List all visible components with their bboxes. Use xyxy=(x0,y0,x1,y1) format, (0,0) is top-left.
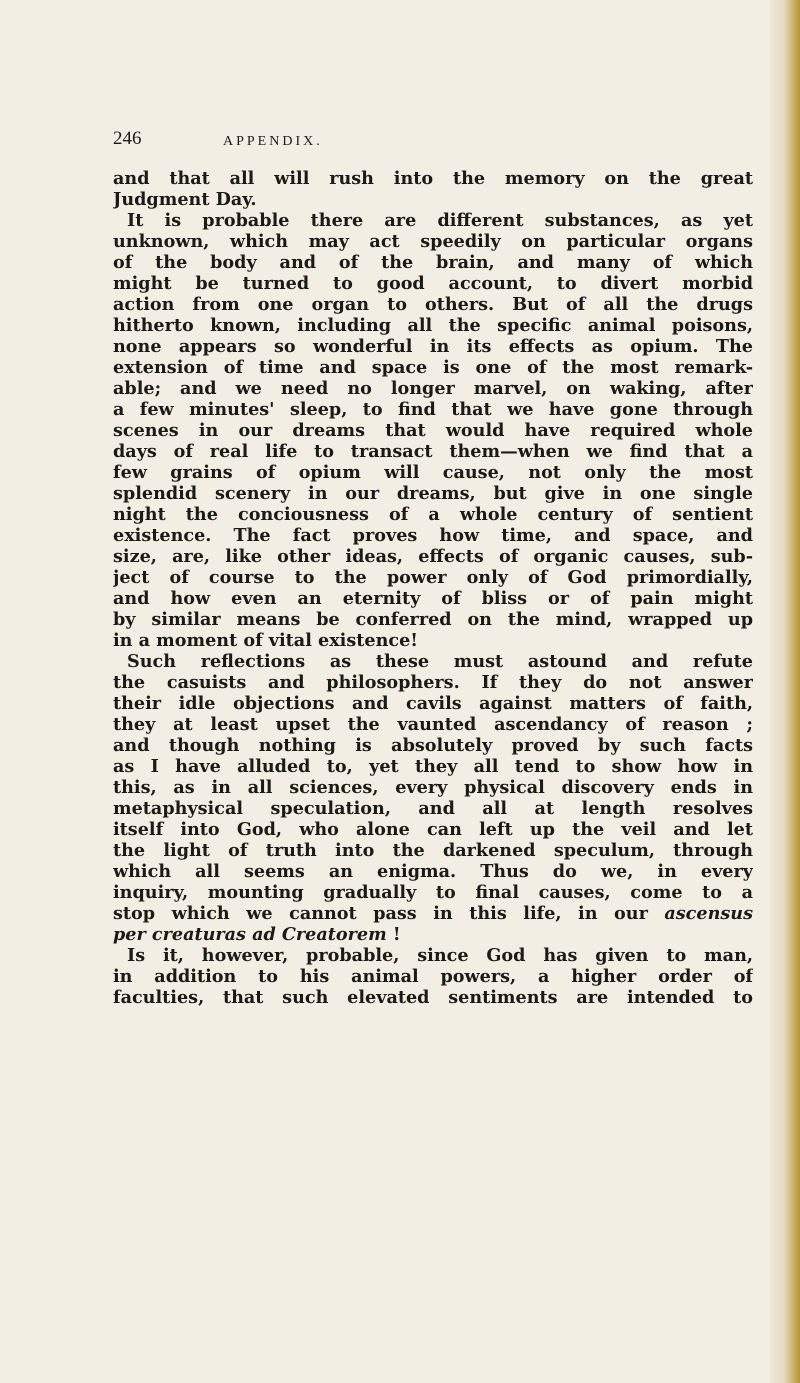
text-line xyxy=(113,630,753,651)
text-line xyxy=(113,231,753,252)
text-line xyxy=(113,735,753,756)
text-line-content: as I have alluded to, yet they all tend to show how in xyxy=(113,756,753,777)
text-line-content: Such reflections as these must astound and refute xyxy=(127,651,753,672)
text-line xyxy=(113,189,753,210)
text-line-content: might be turned to good account, to divert morbid xyxy=(113,273,753,294)
text-line-content: able; and we need no longer marvel, on waking, after xyxy=(113,378,753,399)
text-line-content: in addition to his animal powers, a higher order of xyxy=(113,966,753,987)
text-line-content: in a moment of vital existence! xyxy=(113,630,419,651)
text-line xyxy=(113,840,753,861)
text-line xyxy=(113,210,753,231)
text-line-content: by similar means be conferred on the mind, wrapped up xyxy=(113,609,753,630)
text-line xyxy=(113,546,753,567)
text-line xyxy=(113,273,753,294)
text-line-content: action from one organ to others. But of all the drugs xyxy=(113,294,753,315)
text-line-content: unknown, which may act speedily on particular organs xyxy=(113,231,753,252)
body-text xyxy=(113,168,753,1008)
text-line xyxy=(113,294,753,315)
text-line xyxy=(113,693,753,714)
text-line xyxy=(113,861,753,882)
text-line-content: of the body and of the brain, and many of which xyxy=(113,252,753,273)
text-line-content: this, as in all sciences, every physical discovery ends in xyxy=(113,777,753,798)
text-line-content: metaphysical speculation, and all at length resolves xyxy=(113,798,753,819)
text-line xyxy=(113,504,753,525)
running-head: APPENDIX. xyxy=(223,134,323,149)
text-line-content: per creaturas ad Creatorem xyxy=(113,924,387,945)
text-line xyxy=(113,882,753,903)
text-line xyxy=(113,441,753,462)
text-line xyxy=(113,567,753,588)
text-line xyxy=(113,378,753,399)
text-line xyxy=(113,252,753,273)
text-line-content: Judgment Day. xyxy=(113,189,257,210)
text-line-content: ject of course to the power only of God primordially, xyxy=(113,567,753,588)
text-line xyxy=(113,798,753,819)
text-line-content: Is it, however, probable, since God has given to man, xyxy=(127,945,753,966)
text-line-content: the light of truth into the darkened speculum, through xyxy=(113,840,753,861)
text-line xyxy=(113,819,753,840)
text-line-content: few grains of opium will cause, not only the most xyxy=(113,462,753,483)
text-line-content: extension of time and space is one of the most remark- xyxy=(113,357,753,378)
text-line-content: a few minutes' sleep, to find that we have gone through xyxy=(113,399,753,420)
text-line xyxy=(113,966,753,987)
page-edge-shadow xyxy=(770,0,800,1383)
text-line xyxy=(113,588,753,609)
text-line-content: the casuists and philosophers. If they do not answer xyxy=(113,672,753,693)
text-line-content: and how even an eternity of bliss or of pain might xyxy=(113,588,753,609)
italic-phrase: ascensus xyxy=(664,903,753,924)
text-line xyxy=(113,756,753,777)
text-line-content: they at least upset the vaunted ascendancy of reason ; xyxy=(113,714,753,735)
text-line-content: none appears so wonderful in its effects as opium. The xyxy=(113,336,753,357)
text-line xyxy=(113,945,753,966)
text-line xyxy=(113,525,753,546)
text-line-content: splendid scenery in our dreams, but give in one single xyxy=(113,483,753,504)
text-line xyxy=(113,168,753,189)
text-line-content: hitherto known, including all the specific animal poisons, xyxy=(113,315,753,336)
text-line xyxy=(113,777,753,798)
text-line-content: their idle objections and cavils against matters of faith, xyxy=(113,693,753,714)
text-line xyxy=(113,672,753,693)
page-number: 246 xyxy=(113,128,142,149)
punctuation: ! xyxy=(386,924,401,945)
text-line-content: night the conciousness of a whole century of sentient xyxy=(113,504,753,525)
text-line xyxy=(113,399,753,420)
text-line-content: It is probable there are different substances, as yet xyxy=(127,210,753,231)
text-line xyxy=(113,336,753,357)
text-line xyxy=(113,609,753,630)
text-line-content: inquiry, mounting gradually to final causes, come to a xyxy=(113,882,753,903)
text-line xyxy=(113,462,753,483)
text-line xyxy=(113,315,753,336)
text-line-content: which all seems an enigma. Thus do we, in every xyxy=(113,861,753,882)
text-line-content: scenes in our dreams that would have required whole xyxy=(113,420,753,441)
text-line xyxy=(113,714,753,735)
text-line-content: size, are, like other ideas, effects of organic causes, sub- xyxy=(113,546,753,567)
text-line-content: and that all will rush into the memory on the great xyxy=(113,168,753,189)
text-line-content: and though nothing is absolutely proved by such facts xyxy=(113,735,753,756)
text-line xyxy=(113,357,753,378)
text-line-content: existence. The fact proves how time, and space, and xyxy=(113,525,753,546)
text-line-content: itself into God, who alone can left up the veil and let xyxy=(113,819,753,840)
text-line-content: days of real life to transact them—when we find that a xyxy=(113,441,753,462)
text-line xyxy=(113,924,753,945)
text-line xyxy=(113,420,753,441)
text-line-content: faculties, that such elevated sentiments are intended to xyxy=(113,987,753,1008)
text-line xyxy=(113,651,753,672)
text-line xyxy=(113,987,753,1008)
page-header xyxy=(113,128,753,158)
text-line xyxy=(113,483,753,504)
text-line-content: stop which we cannot pass in this life, in our xyxy=(113,903,648,924)
text-line xyxy=(113,903,753,924)
